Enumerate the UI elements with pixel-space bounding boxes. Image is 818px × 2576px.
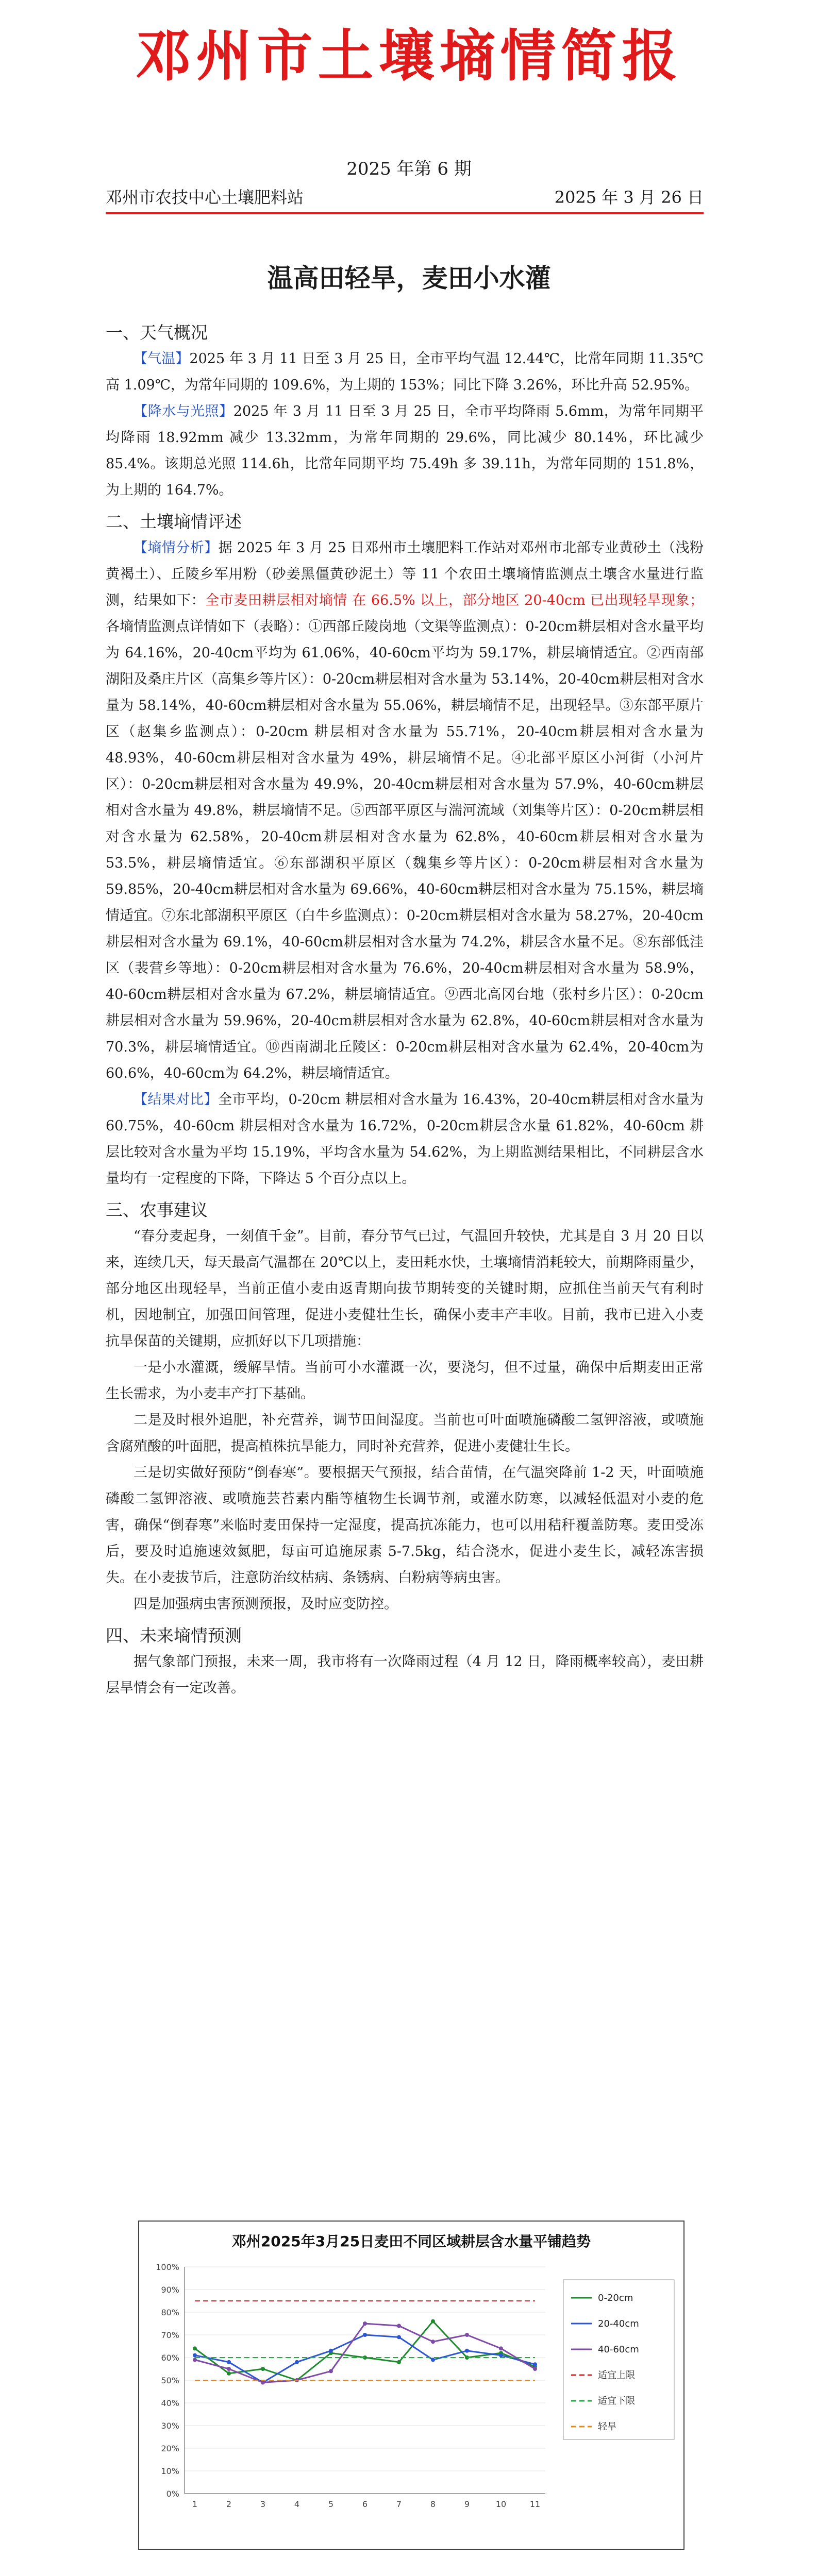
chart1-title: 邓州2025年3月25日麦田不同区域耕层含水量平铺趋势: [231, 2233, 591, 2250]
x-tick-label: 4: [294, 2499, 300, 2509]
analysis-paragraph: [106, 535, 704, 1087]
series-point: [397, 2324, 401, 2328]
series-point: [431, 2340, 435, 2344]
y-tick-label: 0%: [166, 2489, 179, 2499]
x-tick-label: 2: [226, 2499, 232, 2509]
series-point: [227, 2371, 231, 2376]
x-tick-label: 10: [495, 2499, 507, 2509]
series-point: [363, 2333, 367, 2337]
series-point: [465, 2333, 469, 2337]
publisher: 邓州市农技中心土壤肥料站: [106, 188, 304, 207]
series-point: [533, 2367, 537, 2371]
advice-paragraph-1: “春分麦起身，一刻值千金”。目前，春分节气已过，气温回升较快，尤其是自 3 月 20 日以来，连续几天，每天最高气温都在 20℃以上，麦田耗水快，土壤墒情消耗较大，前期降雨量少，部分地区出现轻旱，当前正值小麦由返青期向拔节期转变的关键时期，应抓住当前天气有利时机，因地制宜，加强田间管理，促进小麦健壮生长，确保小麦丰产丰收。目前，我市已进入小麦抗旱保苗的关键期，应抓好以下几项措施：: [106, 1228, 704, 1349]
compare-paragraph: [106, 1087, 704, 1192]
series-point: [227, 2360, 231, 2364]
x-tick-label: 3: [260, 2499, 266, 2509]
series-point: [465, 2349, 469, 2353]
forecast-paragraph: 据气象部门预报，未来一周，我市将有一次降雨过程（4 月 12 日，降雨概率较高），麦田耕层旱情会有一定改善。: [106, 1654, 704, 1696]
legend-label: 适宜上限: [598, 2370, 635, 2381]
compare-tag: 【结果对比】: [133, 1092, 218, 1108]
series-point: [533, 2362, 537, 2366]
analysis-text-2: 各墒情监测点详情如下（表略）：①西部丘陵岗地（文渠等监测点）：0-20cm耕层相对含水量平均为 64.16%，20-40cm平均为 61.06%，40-60cm平均为 59.17%，耕层墒情适宜。②西南部湖阳及桑庄片区（高集乡等片区）：0-20cm耕层相对含水量为 53.14%，20-40cm耕层相对含水量为 58.14%，40-60cm耕层相对含水量为 55.06%，耕层墒情不足，出现轻旱。③东部平原片区（赵集乡监测点）：0-20cm 耕层相对含水量为 55.71%，20-40cm耕层相对含水量为 48.93%，40-60cm耕层相对含水量为 49%，耕层墒情不足。④北部平原区小河街（小河片区）：0-20cm耕层相对含水量为 49.9%，20-40cm耕层相对含水量为 57.9%，40-60cm耕层相对含水量为 49.8%，耕层墒情不足。⑤西部平原区与湍河流域（刘集等片区）：0-20cm耕层相对含水量为 62.58%，20-40cm耕层相对含水量为 62.8%，40-60cm耕层相对含水量为 53.5%，耕层墒情适宜。⑥东部湖积平原区（魏集乡等片区）：0-20cm耕层相对含水量为 59.85%，20-40cm耕层相对含水量为 69.66%，40-60cm耕层相对含水量为 75.15%，耕层墒情适宜。⑦东北部湖积平原区（白牛乡监测点）：0-20cm耕层相对含水量为 58.27%，20-40cm耕层相对含水量为 69.1%，40-60cm耕层相对含水量为 74.2%，耕层含水量不足。⑧东部低洼区（裴营乡等地）：0-20cm耕层相对含水量为 76.6%，20-40cm耕层相对含水量为 58.9%，40-60cm耕层相对含水量为 67.2%，耕层墒情适宜。⑨西北高冈台地（张村乡片区）：0-20cm耕层相对含水量为 59.96%，20-40cm耕层相对含水量为 62.8%，40-60cm耕层相对含水量为 70.3%，耕层墒情适宜。⑩西南湖北丘陵区：0-20cm耕层相对含水量为 62.4%，20-40cm为 60.6%，40-60cm为 64.2%，耕层墒情适宜。: [106, 619, 704, 1081]
y-tick-label: 70%: [161, 2330, 179, 2340]
series-point: [193, 2353, 197, 2358]
advice-paragraph-4: 三是切实做好预防“倒春寒”。要根据天气预报，结合苗情，在气温突降前 1-2 天，叶面喷施磷酸二氢钾溶液、或喷施芸苔素内酯等植物生长调节剂，或灌水防寒，以减轻低温对小麦的危害，确保“倒春寒”来临时麦田保持一定湿度，提高抗冻能力，也可以用秸秆覆盖防寒。麦田受冻后，要及时追施速效氮肥，每亩可追施尿素 5-7.5kg，结合浇水，促进小麦生长，减轻冻害损失。在小麦拔节后，注意防治纹枯病、条锈病、白粉病等病虫害。: [106, 1465, 704, 1586]
y-tick-label: 30%: [161, 2421, 179, 2431]
series-point: [397, 2360, 401, 2364]
temp-text: 2025 年 3 月 11 日至 3 月 25 日，全市平均气温 12.44℃，比常年同期 11.35℃高 1.09℃，为常年同期的 109.6%，为上期的 153%；同比下降 3.26%，环比升高 52.95%。: [106, 351, 704, 393]
y-tick-label: 100%: [156, 2262, 179, 2272]
y-tick-label: 80%: [161, 2308, 179, 2317]
series-point: [431, 2319, 435, 2324]
issue-number: 2025 年第 6 期: [346, 159, 472, 179]
series-point: [397, 2335, 401, 2339]
publication-line: [106, 184, 704, 208]
series-point: [261, 2367, 265, 2371]
series-point: [227, 2367, 231, 2371]
y-tick-label: 90%: [161, 2285, 179, 2295]
temp-tag: 【气温】: [133, 351, 190, 367]
analysis-tag: 【墒情分析】: [133, 540, 219, 556]
analysis-red-text: 全市麦田耕层相对墒情 在 66.5% 以上，部分地区 20-40cm 已出现轻旱现象；: [205, 592, 704, 608]
series-point: [499, 2353, 503, 2358]
chart1-frame: [139, 2221, 684, 2550]
masthead: 邓州市土壤墒情简报: [135, 24, 683, 89]
x-tick-label: 6: [362, 2499, 368, 2509]
red-divider: [106, 212, 704, 214]
legend-label: 0-20cm: [598, 2293, 633, 2303]
compare-text: 全市平均，0-20cm 耕层相对含水量为 16.43%，20-40cm耕层相对含水量为 60.75%，40-60cm 耕层相对含水量为 16.72%，0-20cm耕层含水量 61.82%，40-60cm 耕层比较对含水量为平均 15.19%，平均含水量为 54.62%，为上期监测结果相比，不同耕层含水量均有一定程度的下降，下降达 5 个百分点以上。: [106, 1092, 704, 1187]
y-tick-label: 40%: [161, 2398, 179, 2408]
advice-paragraph-5: 四是加强病虫害预测预报，及时应变防控。: [133, 1596, 398, 1612]
series-point: [261, 2380, 265, 2384]
y-tick-label: 50%: [161, 2376, 179, 2385]
legend-label: 20-40cm: [598, 2318, 639, 2329]
section-heading-forecast: 四、未来墒情预测: [106, 1625, 242, 1646]
section-heading-advice: 三、农事建议: [106, 1200, 208, 1220]
y-tick-label: 60%: [161, 2353, 179, 2363]
section-heading-weather: 一、天气概况: [106, 323, 208, 343]
y-tick-label: 20%: [161, 2444, 179, 2453]
temp-paragraph: [106, 346, 704, 398]
series-point: [329, 2369, 333, 2373]
rain-paragraph: [106, 398, 704, 503]
series-point: [295, 2360, 299, 2364]
body-text: [106, 319, 704, 1701]
advice-paragraph-2: 一是小水灌溉，缓解旱情。当前可小水灌溉一次，要浇匀，但不过量，确保中后期麦田正常生长需求，为小麦丰产打下基础。: [106, 1360, 704, 1402]
legend-label: 适宜下限: [598, 2396, 635, 2406]
x-tick-label: 7: [396, 2499, 402, 2509]
series-point: [329, 2349, 333, 2353]
legend-label: 40-60cm: [598, 2344, 639, 2355]
publish-date: 2025 年 3 月 26 日: [554, 188, 704, 207]
x-tick-label: 8: [430, 2499, 436, 2509]
x-tick-label: 1: [192, 2499, 198, 2509]
rain-tag: 【降水与光照】: [133, 403, 233, 419]
x-tick-label: 5: [328, 2499, 334, 2509]
article-title: 温高田轻旱，麦田小水灌: [267, 263, 551, 293]
legend-label: 轻旱: [598, 2421, 616, 2432]
y-tick-label: 10%: [161, 2466, 179, 2476]
series-point: [363, 2321, 367, 2326]
chart-moisture-regions: [138, 2221, 685, 2550]
analysis-text-1: 据 2025 年 3 月 25 日邓州市土壤肥料工作站对邓州市北部专业黄砂土（浅粉黄褐土）、丘陵乡军用粉（砂姜黑僵黄砂泥土）等 11 个农田土壤墒情监测点土壤含水量进行监测，结果如下：: [106, 540, 704, 608]
series-point: [193, 2346, 197, 2350]
section-heading-moisture: 二、土壤墒情评述: [106, 512, 242, 532]
x-tick-label: 11: [529, 2499, 541, 2509]
x-tick-label: 9: [464, 2499, 470, 2509]
rain-text: 2025 年 3 月 11 日至 3 月 25 日，全市平均降雨 5.6mm，为常年同期平均降雨 18.92mm 减少 13.32mm，为常年同期的 29.6%，同比减少 80.14%，环比减少 85.4%。该期总光照 114.6h，比常年同期平均 75.49h 多 39.11h，为常年同期的 151.8%，为上期的 164.7%。: [106, 403, 704, 498]
series-point: [431, 2358, 435, 2362]
advice-paragraph-3: 二是及时根外追肥，补充营养，调节田间湿度。当前也可叶面喷施磷酸二氢钾溶液，或喷施含腐殖酸的叶面肥，提高植株抗旱能力，同时补充营养，促进小麦健壮生长。: [106, 1412, 704, 1454]
series-point: [499, 2346, 503, 2350]
series-point: [193, 2358, 197, 2362]
